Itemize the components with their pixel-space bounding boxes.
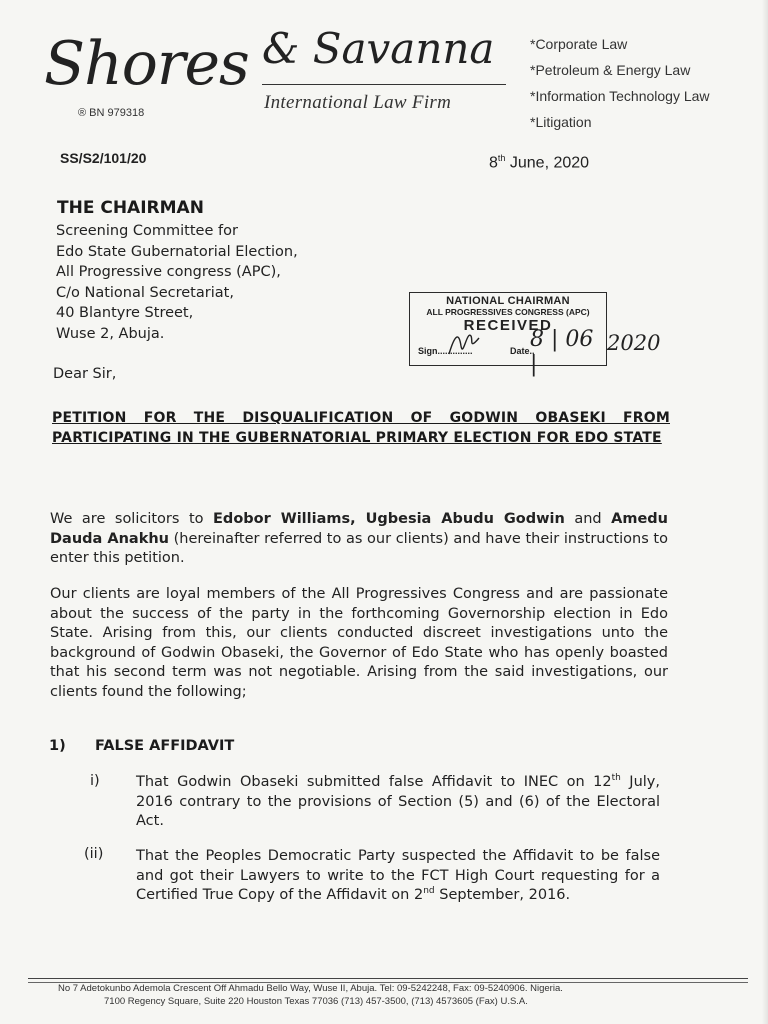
text-run: That the Peoples Democratic Party suspected the Affidavit to be false and got their Lawyers to write to the FCT High Court requesting for a Certified True Copy of the Affidavit on 2 — [136, 848, 660, 903]
handwritten-date: 8 | 06 | — [530, 327, 594, 377]
address-line: Edo State Gubernatorial Election, — [56, 243, 298, 260]
address-line: Wuse 2, Abuja. — [56, 325, 165, 342]
reference-number: SS/S2/101/20 — [60, 150, 147, 166]
handwritten-year: 2020 — [607, 331, 661, 355]
salutation: Dear Sir, — [53, 366, 117, 382]
date-day: 8 — [489, 154, 498, 172]
letter-date — [489, 153, 589, 172]
practice-area: *Petroleum & Energy Law — [530, 62, 691, 78]
received-stamp — [409, 292, 607, 377]
ordinal-suffix: th — [611, 773, 621, 784]
text-run: That Godwin Obaseki submitted false Affidavit to INEC on 12 — [136, 774, 612, 790]
signature-scribble — [445, 326, 485, 360]
date-rest: June, 2020 — [505, 154, 590, 172]
client-name: Amedu Dauda Anakhu — [50, 511, 668, 547]
address-line: C/o National Secretariat, — [56, 284, 234, 301]
footer-address-nigeria: No 7 Adetokunbo Ademola Crescent Off Ahmadu Bello Way, Wuse II, Abuja. Tel: 09-5242248, Fax: 09-5240906. Nigeria. — [58, 983, 563, 994]
text-run: We are solicitors to — [50, 511, 214, 527]
section-title: FALSE AFFIDAVIT — [95, 738, 235, 754]
item-text — [136, 847, 660, 906]
stamp-sign-label: Sign.............. — [418, 346, 473, 356]
logo-rule — [262, 84, 506, 85]
logo-firm-name: International Law Firm — [264, 92, 452, 113]
section-number: 1) — [49, 738, 66, 754]
text-run: and — [564, 511, 612, 527]
date-suffix: th — [497, 153, 506, 163]
text-run: September, 2016. — [434, 887, 571, 903]
address-line: Screening Committee for — [56, 223, 238, 239]
logo-savanna: & Savanna — [262, 24, 495, 73]
registration-number: ® BN 979318 — [78, 107, 145, 119]
ordinal-suffix: nd — [423, 886, 435, 897]
footer-address-usa: 7100 Regency Square, Suite 220 Houston Texas 77036 (713) 457-3500, (713) 4573605 (Fax) U.S.A. — [104, 996, 528, 1007]
subject-heading: PETITION FOR THE DISQUALIFICATION OF GODWIN OBASEKI FROM PARTICIPATING IN THE GUBERNATORIAL PRIMARY ELECTION FOR EDO STATE — [52, 410, 670, 446]
stamp-line: ALL PROGRESSIVES CONGRESS (APC) — [426, 307, 590, 317]
address-line: All Progressive congress (APC), — [56, 264, 281, 280]
practice-area: *Litigation — [530, 114, 592, 130]
item-text — [136, 773, 660, 832]
item-number: (ii) — [84, 846, 104, 862]
page-edge-shadow — [762, 0, 768, 1024]
paragraph-intro — [50, 510, 668, 569]
item-number: i) — [90, 773, 100, 789]
practice-areas — [530, 34, 710, 138]
footer-rule — [28, 978, 748, 979]
addressee-address — [56, 221, 298, 344]
stamp-received: RECEIVED — [463, 317, 553, 334]
stamp-line: NATIONAL CHAIRMAN — [446, 295, 570, 307]
text-run: July, 2016 contrary to the provisions of Section (5) and (6) of the Electoral Act. — [136, 774, 660, 829]
paragraph-background: Our clients are loyal members of the All Progressives Congress and are passionate about the success of the party in the forthcoming Governorship election in Edo State. Arising from this, our clients conducted discreet investigations unto the background of Godwin Obaseki, the Governor of Edo State who has openly boasted that his second term was not negotiable. Arising from the said investigations, our clients found the following; — [50, 586, 668, 700]
addressee-title: THE CHAIRMAN — [57, 198, 204, 218]
client-names: Edobor Williams, Ugbesia Abudu Godwin — [213, 511, 565, 527]
practice-area: *Information Technology Law — [530, 88, 710, 104]
address-line: 40 Blantyre Street, — [56, 305, 194, 321]
logo-shores: Shores — [44, 29, 249, 99]
text-run: (hereinafter referred to as our clients) and have their instructions to enter this petition. — [50, 530, 668, 566]
practice-area: *Corporate Law — [530, 36, 628, 52]
stamp-date-label: Date.. — [510, 346, 535, 356]
